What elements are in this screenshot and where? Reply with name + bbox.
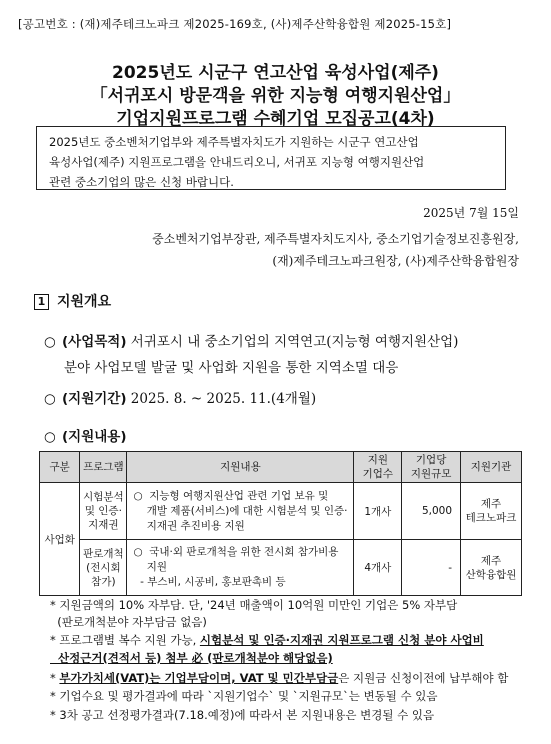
row-amount: 5,000 (402, 483, 461, 540)
row-program: 시험분석 및 인증· 지재권 (80, 483, 127, 540)
title-line-1: 2025년도 시군구 연고산업 육성사업(제주) (112, 63, 439, 83)
row-count: 1개사 (354, 483, 402, 540)
group-label: 사업화 (40, 483, 80, 596)
section-number: 1 (34, 294, 49, 310)
section-title: 지원개요 (57, 294, 112, 310)
row-content: ○ 국내·외 판로개척을 위한 전시회 참가비용 지원 - 부스비, 시공비, 홍보판촉비 등 (127, 540, 354, 596)
note-3-bullet: * (50, 671, 60, 685)
table-header-row (40, 452, 522, 483)
note-2-cont-emphasis: 산정근거(견적서 등) 첨부 必 (판로개척분야 해당없음) (50, 651, 333, 665)
row-content: ○ 지능형 여행지원산업 관련 기업 보유 및 개발 제품(서비스)에 대한 시험분석 및 인증· 지재권 추진비용 지원 (127, 483, 354, 540)
note-5: * 3차 공고 선정평가결과(7.18.예정)에 따라서 본 지원내용은 변경될 수 있음 (50, 708, 435, 722)
table-row (40, 540, 522, 596)
note-2 (50, 631, 484, 649)
intro-box (36, 126, 506, 190)
intro-line-1: 2025년도 중소벤처기업부와 제주특별자치도가 지원하는 시군구 연고산업 (49, 135, 419, 149)
header-category: 구분 (40, 452, 80, 483)
purpose-text-2: 분야 사업모델 발굴 및 사업화 지원을 통한 지역소멸 대응 (64, 360, 399, 376)
announcement-date: 2025년 7월 15일 (423, 206, 519, 220)
period-label: (지원기간) (62, 391, 127, 407)
note-2-text: * 프로그램별 복수 지원 가능, (50, 633, 200, 647)
section-heading (34, 291, 111, 311)
note-3-emphasis: 부가가치세(VAT)는 기업부담이며, VAT 및 민간부담금 (59, 671, 339, 685)
header-count: 지원 기업수 (354, 452, 402, 483)
header-content: 지원내용 (127, 452, 354, 483)
org-line-2: (재)제주테크노파크원장, (사)제주산학융합원장 (272, 254, 519, 268)
row-amount: - (402, 540, 461, 596)
note-2-emphasis: 시험분석 및 인증·지재권 지원프로그램 신청 분야 사업비 (199, 633, 484, 647)
purpose-bullet: ○ (44, 334, 56, 350)
contents-label: (지원내용) (62, 429, 127, 445)
purpose-text-1: 서귀포시 내 중소기업의 지역연고(지능형 여행지원산업) (126, 334, 459, 350)
row-agency: 제주 산학융합원 (461, 540, 522, 596)
period-bullet: ○ (44, 391, 56, 407)
note-3 (50, 669, 508, 687)
note-1-cont: (판로개척분야 자부담금 없음) (50, 615, 207, 629)
note-3-text: 은 지원금 신청이전에 납부해야 함 (338, 671, 509, 685)
title-line-3: 기업지원프로그램 수혜기업 모집공고(4차) (116, 109, 435, 129)
notice-number: [공고번호 : (재)제주테크노파크 제2025-169호, (사)제주산학융합원 제2025-15호] (18, 17, 452, 31)
row-agency: 제주 테크노파크 (461, 483, 522, 540)
purpose-label: (사업목적) (62, 334, 127, 350)
purpose-line (44, 330, 458, 350)
note-4: * 기업수요 및 평가결과에 따라 `지원기업수` 및 `지원규모`는 변동될 수 있음 (50, 689, 438, 703)
title-line-2: 「서귀포시 방문객을 위한 지능형 여행지원산업」 (90, 86, 461, 106)
header-program: 프로그램 (80, 452, 127, 483)
row-program: 판로개척 (전시회 참가) (80, 540, 127, 596)
header-agency: 지원기관 (461, 452, 522, 483)
period-text: 2025. 8. ~ 2025. 11.(4개월) (126, 391, 317, 407)
note-1: * 지원금액의 10% 자부담. 단, '24년 매출액이 10억원 미만인 기업은 5% 자부담 (50, 598, 458, 612)
note-2-cont (50, 649, 333, 667)
row-count: 4개사 (354, 540, 402, 596)
org-line-1: 중소벤처기업부장관, 제주특별자치도지사, 중소기업기술정보진흥원장, (152, 232, 519, 246)
support-table (39, 451, 522, 596)
contents-line (44, 425, 127, 445)
intro-line-2: 육성사업(제주) 지원프로그램을 안내드리오니, 서귀포 지능형 여행지원산업 (49, 155, 425, 169)
header-amount: 기업당 지원규모 (402, 452, 461, 483)
contents-bullet: ○ (44, 429, 56, 445)
intro-line-3: 관련 중소기업의 많은 신청 바랍니다. (49, 175, 234, 189)
period-line (44, 387, 316, 407)
table-row (40, 483, 522, 540)
